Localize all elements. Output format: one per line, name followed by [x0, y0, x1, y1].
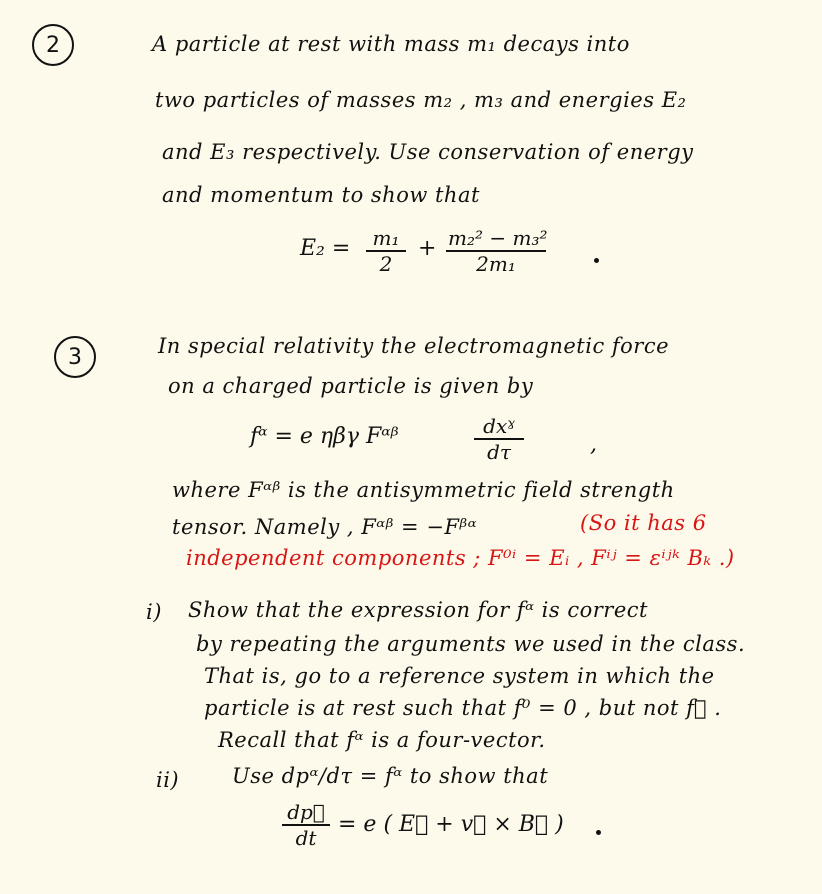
- problem-2-eq-frac-2-den: 2m₁: [476, 252, 516, 276]
- part-ii-eq-frac: [282, 800, 330, 850]
- problem-3-number: [54, 336, 96, 378]
- problem-3-line-2: on a charged particle is given by: [168, 374, 534, 398]
- part-ii-eq-frac-num: dp⃗: [282, 800, 330, 826]
- problem-2-eq-frac-1: [366, 226, 406, 276]
- problem-3-red-note-line: independent components ; F⁰ⁱ = Eᵢ , Fⁱʲ = εⁱʲᵏ Bₖ .): [186, 546, 735, 570]
- part-i-label: i): [146, 600, 162, 624]
- problem-2-eq-frac-1-den: 2: [379, 252, 393, 276]
- problem-2-line-1: A particle at rest with mass m₁ decays into: [152, 32, 630, 56]
- problem-2-eq-frac-2-num: m₂² − m₃²: [448, 226, 548, 250]
- problem-3-eq-lhs: fᵅ = e ηβγ Fᵅᵝ: [250, 424, 399, 449]
- problem-3-eq-frac-den: dτ: [487, 440, 511, 464]
- problem-3-line-3: where Fᵅᵝ is the antisymmetric field strength: [172, 478, 675, 502]
- problem-2-eq-frac-2: [446, 226, 546, 276]
- problem-2-number-text: 2: [46, 32, 60, 58]
- problem-2-line-4: and momentum to show that: [162, 183, 480, 207]
- part-i-line-2: by repeating the arguments we used in the class.: [196, 632, 746, 656]
- problem-2-eq-period: [594, 258, 599, 263]
- problem-2-eq-frac-1-num: m₁: [366, 226, 406, 252]
- problem-2-eq-plus: +: [418, 236, 437, 261]
- problem-3-red-note-start: (So it has 6: [580, 511, 707, 535]
- part-ii-line: Use dpᵅ/dτ = fᵅ to show that: [232, 764, 549, 788]
- problem-3-line-1: In special relativity the electromagnetic force: [158, 334, 670, 358]
- problem-3-line-4: tensor. Namely , Fᵅᵝ = −Fᵝᵅ: [172, 515, 478, 539]
- part-ii-label: ii): [156, 768, 180, 792]
- problem-2-eq-lhs: E₂ =: [300, 236, 351, 261]
- part-i-line-3: That is, go to a reference system in which the: [204, 664, 715, 688]
- part-ii-eq-frac-den: dt: [295, 826, 317, 850]
- problem-3-eq-frac: [474, 414, 524, 464]
- part-i-line-5: Recall that fᵅ is a four-vector.: [218, 728, 546, 752]
- part-ii-eq-period: [596, 830, 601, 835]
- problem-2-line-3: and E₃ respectively. Use conservation of energy: [162, 140, 694, 164]
- problem-3-eq-frac-num: dxˠ: [474, 414, 524, 440]
- part-i-line-4: particle is at rest such that f⁰ = 0 , but not f⃗ .: [204, 696, 722, 720]
- problem-3-number-text: 3: [68, 344, 82, 370]
- part-ii-eq-rhs: = e ( E⃗ + v⃗ × B⃗ ): [338, 812, 564, 837]
- problem-2-line-2: two particles of masses m₂ , m₃ and energies E₂: [155, 88, 687, 112]
- part-i-line-1: Show that the expression for fᵅ is correct: [188, 598, 648, 622]
- problem-3-eq-comma: ,: [590, 432, 597, 457]
- problem-2-number: [32, 24, 74, 66]
